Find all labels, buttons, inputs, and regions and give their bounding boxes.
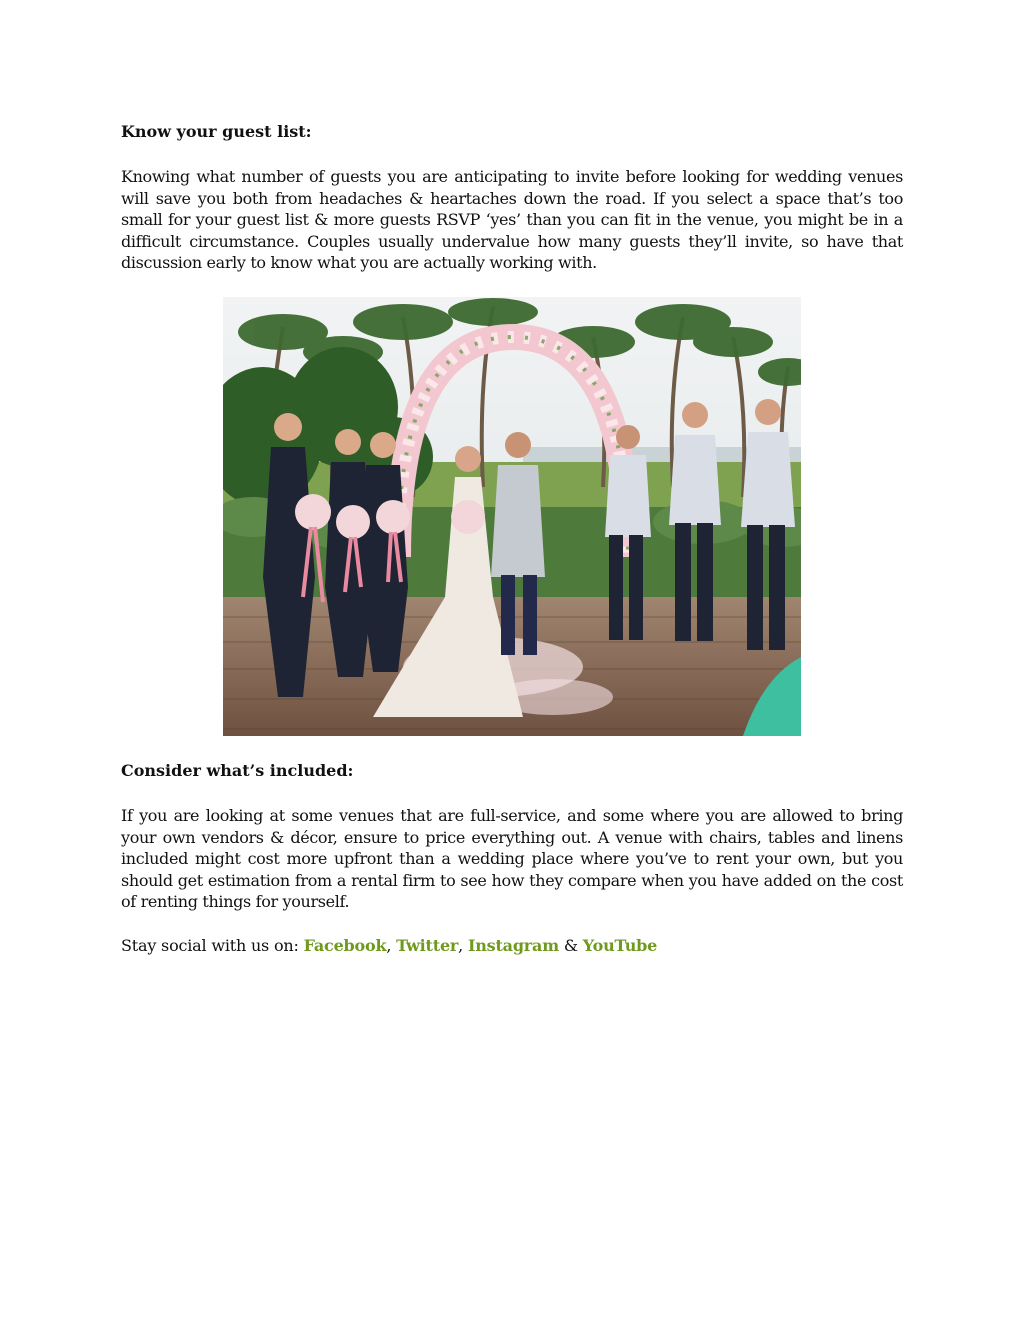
paragraph-line: of renting things for yourself. (121, 892, 350, 912)
instagram-link[interactable]: Instagram (467, 936, 559, 955)
paragraph-line: will save you both from headaches & heartaches down the road. If you select a space that’s too (121, 188, 903, 208)
separator-ampersand: & (558, 936, 583, 955)
social-links-line (121, 935, 657, 957)
paragraph-line: discussion early to know what you are actually working with. (121, 253, 597, 273)
social-prefix: Stay social with us on: (121, 936, 304, 955)
paragraph-included (121, 805, 903, 913)
paragraph-line: your own vendors & décor, ensure to price everything out. A venue with chairs, tables and linens (121, 827, 903, 847)
wedding-photo (223, 297, 801, 736)
paragraph-line: should get estimation from a rental firm to see how they compare when you have added on the cost (121, 870, 903, 890)
section-heading-guest-list: Know your guest list: (121, 122, 312, 141)
paragraph-line: difficult circumstance. Couples usually undervalue how many guests they’ll invite, so have that (121, 231, 903, 251)
paragraph-line: included might cost more upfront than a wedding place where you’ve to rent your own, but you (121, 849, 903, 869)
twitter-link[interactable]: Twitter (396, 936, 459, 955)
paragraph-line: If you are looking at some venues that are full-service, and some where you are allowed to bring (121, 806, 903, 825)
paragraph-line: Knowing what number of guests you are anticipating to invite before looking for wedding venues (121, 167, 903, 186)
section-heading-included: Consider what’s included: (121, 761, 354, 780)
separator: , (458, 936, 468, 955)
paragraph-line: small for your guest list & more guests RSVP ‘yes’ than you can fit in the venue, you might be in a (121, 210, 903, 230)
facebook-link[interactable]: Facebook (303, 936, 387, 955)
paragraph-guest-list (121, 166, 903, 274)
separator: , (386, 936, 397, 955)
wedding-photo-illustration (223, 297, 801, 736)
youtube-link[interactable]: YouTube (582, 936, 658, 955)
